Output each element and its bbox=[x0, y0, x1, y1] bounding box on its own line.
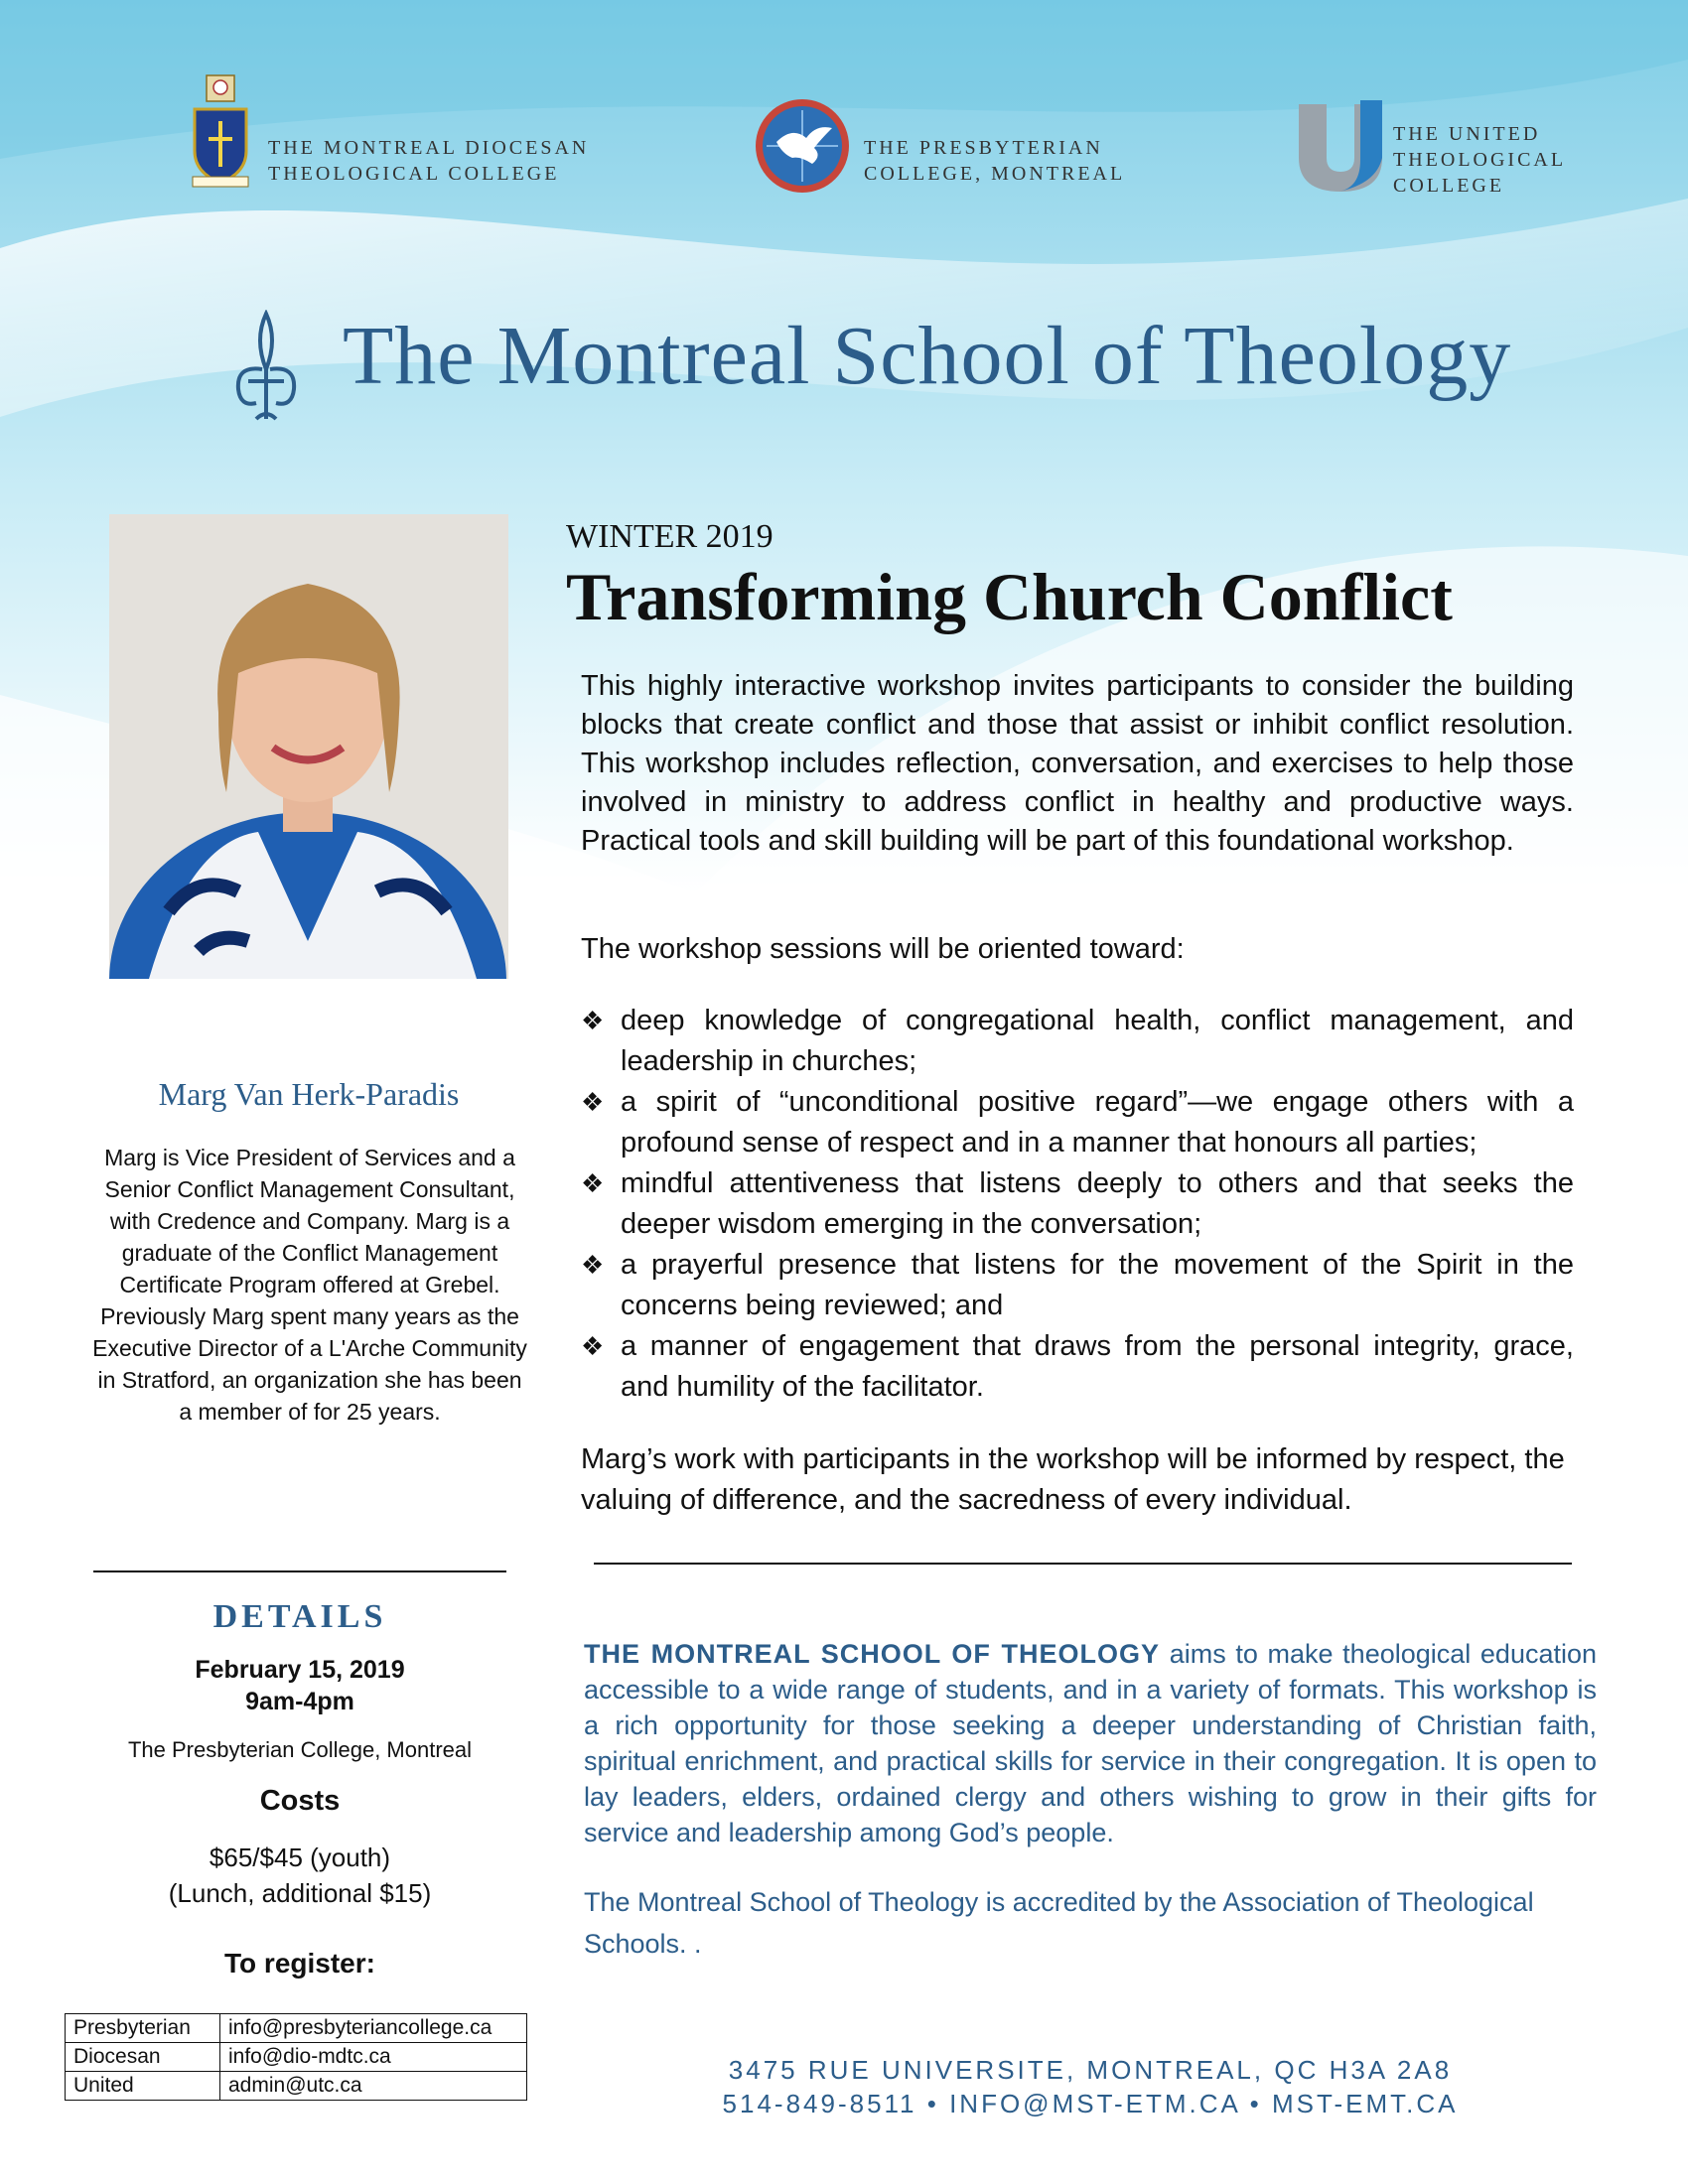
college-line: THE MONTREAL DIOCESAN bbox=[268, 137, 590, 159]
sessions-list bbox=[581, 1001, 1574, 1408]
session-text: deep knowledge of congregational health, conflict management, and leadership in churches; bbox=[621, 1005, 1574, 1077]
session-item bbox=[581, 1326, 1574, 1408]
sessions-lead: The workshop sessions will be oriented toward: bbox=[581, 933, 1185, 965]
event-date: February 15, 2019 bbox=[195, 1656, 405, 1684]
bullet-diamond-icon: ❖ bbox=[581, 1331, 605, 1361]
event-time: 9am-4pm bbox=[245, 1688, 354, 1715]
bullet-diamond-icon: ❖ bbox=[581, 1087, 605, 1117]
college-name-united bbox=[1393, 121, 1566, 199]
email-link[interactable]: admin@utc.ca bbox=[220, 2072, 527, 2101]
mst-aims: aims to make theological education accessible to a wide range of students, and in a variety of formats. This workshop is a rich opportunity for those seeking a deeper understanding of Christian faith, spiritual enrichment, and practical skills for service in their congregation. It is open to lay leaders, elders, ordained clergy and others wishing to grow in their gifts for service and leadership among God’s people. bbox=[584, 1639, 1598, 1847]
presbyterian-dove-icon bbox=[753, 96, 852, 196]
table-row bbox=[66, 2014, 527, 2043]
workshop-description: This highly interactive workshop invites participants to consider the building blocks that create conflict and those that assist or inhibit conflict resolution. This workshop includes reflection, conversation, and exercises to help those involved in ministry to address conflict in healthy and productive ways. Practical tools and skill building will be part of this foundational workshop. bbox=[581, 670, 1574, 857]
fleur-de-lis-icon bbox=[226, 310, 306, 429]
session-item bbox=[581, 1245, 1574, 1326]
event-location: The Presbyterian College, Montreal bbox=[127, 1737, 473, 1762]
college-line: COLLEGE, MONTREAL bbox=[864, 163, 1126, 185]
footer-contact[interactable]: 514-849-8511 • INFO@MST-ETM.CA • MST-EMT.CA bbox=[722, 2089, 1459, 2118]
session-text: mindful attentiveness that listens deeply to others and that seeks the deeper wisdom emerging in the conversation; bbox=[621, 1167, 1574, 1240]
bullet-diamond-icon: ❖ bbox=[581, 1006, 605, 1035]
college-name-presbyterian bbox=[864, 135, 1125, 187]
email-link[interactable]: info@dio-mdtc.ca bbox=[220, 2043, 527, 2072]
session-item bbox=[581, 1082, 1574, 1163]
college-line: THEOLOGICAL bbox=[1393, 149, 1567, 171]
session-text: a spirit of “unconditional positive regard”—we engage others with a profound sense of respect and in a manner that honours all parties; bbox=[621, 1086, 1574, 1159]
closing-statement: Marg’s work with participants in the workshop will be informed by respect, the valuing of difference, and the sacredness of every individual. bbox=[581, 1443, 1565, 1516]
diocesan-crest-icon bbox=[189, 69, 253, 191]
school-title: The Montreal School of Theology bbox=[343, 310, 1512, 402]
facilitator-photo bbox=[109, 514, 508, 979]
session-text: a manner of engagement that draws from the personal integrity, grace, and humility of the facilitator. bbox=[621, 1330, 1574, 1403]
table-row bbox=[66, 2072, 527, 2101]
mst-name: THE MONTREAL SCHOOL OF THEOLOGY bbox=[584, 1639, 1161, 1669]
details-heading: DETAILS bbox=[212, 1598, 387, 1635]
email-link[interactable]: info@presbyteriancollege.ca bbox=[220, 2014, 527, 2043]
season-label: WINTER 2019 bbox=[566, 518, 774, 555]
table-row bbox=[66, 2043, 527, 2072]
session-item bbox=[581, 1001, 1574, 1082]
college-line: THE UNITED bbox=[1393, 123, 1541, 145]
mst-description bbox=[584, 1636, 1597, 1850]
college-line: COLLEGE bbox=[1393, 175, 1505, 197]
accreditation-note: The Montreal School of Theology is accredited by the Association of Theological Schools. . bbox=[584, 1887, 1534, 1959]
registration-table bbox=[65, 2013, 527, 2101]
cost-amount: $65/$45 (youth) bbox=[209, 1843, 391, 1872]
footer-address: 3475 RUE UNIVERSITE, MONTREAL, QC H3A 2A8 bbox=[728, 2055, 1453, 2085]
workshop-title: Transforming Church Conflict bbox=[566, 559, 1453, 634]
college-cell: Presbyterian bbox=[66, 2014, 220, 2043]
college-name-diocesan bbox=[268, 135, 589, 187]
costs-heading: Costs bbox=[259, 1785, 341, 1817]
bullet-diamond-icon: ❖ bbox=[581, 1250, 605, 1280]
divider-left bbox=[93, 1570, 506, 1572]
facilitator-name: Marg Van Herk-Paradis bbox=[158, 1076, 460, 1112]
united-u-logo-icon bbox=[1291, 96, 1390, 196]
lunch-cost: (Lunch, additional $15) bbox=[168, 1878, 432, 1908]
college-cell: Diocesan bbox=[66, 2043, 220, 2072]
session-item bbox=[581, 1163, 1574, 1245]
bullet-diamond-icon: ❖ bbox=[581, 1168, 605, 1198]
divider-right bbox=[594, 1563, 1572, 1565]
session-text: a prayerful presence that listens for the movement of the Spirit in the concerns being reviewed; and bbox=[621, 1249, 1574, 1321]
facilitator-bio: Marg is Vice President of Services and a Senior Conflict Management Consultant, with Credence and Company. Marg is a graduate of the Conflict Management Certificate Program offered at Grebel. Previously Marg spent many years as the Executive Director of a L'Arche Community in Stratford, an organization she has been a member of for 25 years. bbox=[92, 1145, 527, 1425]
register-heading: To register: bbox=[224, 1948, 375, 1979]
college-line: THE PRESBYTERIAN bbox=[864, 137, 1103, 159]
college-line: THEOLOGICAL COLLEGE bbox=[268, 163, 560, 185]
college-cell: United bbox=[66, 2072, 220, 2101]
